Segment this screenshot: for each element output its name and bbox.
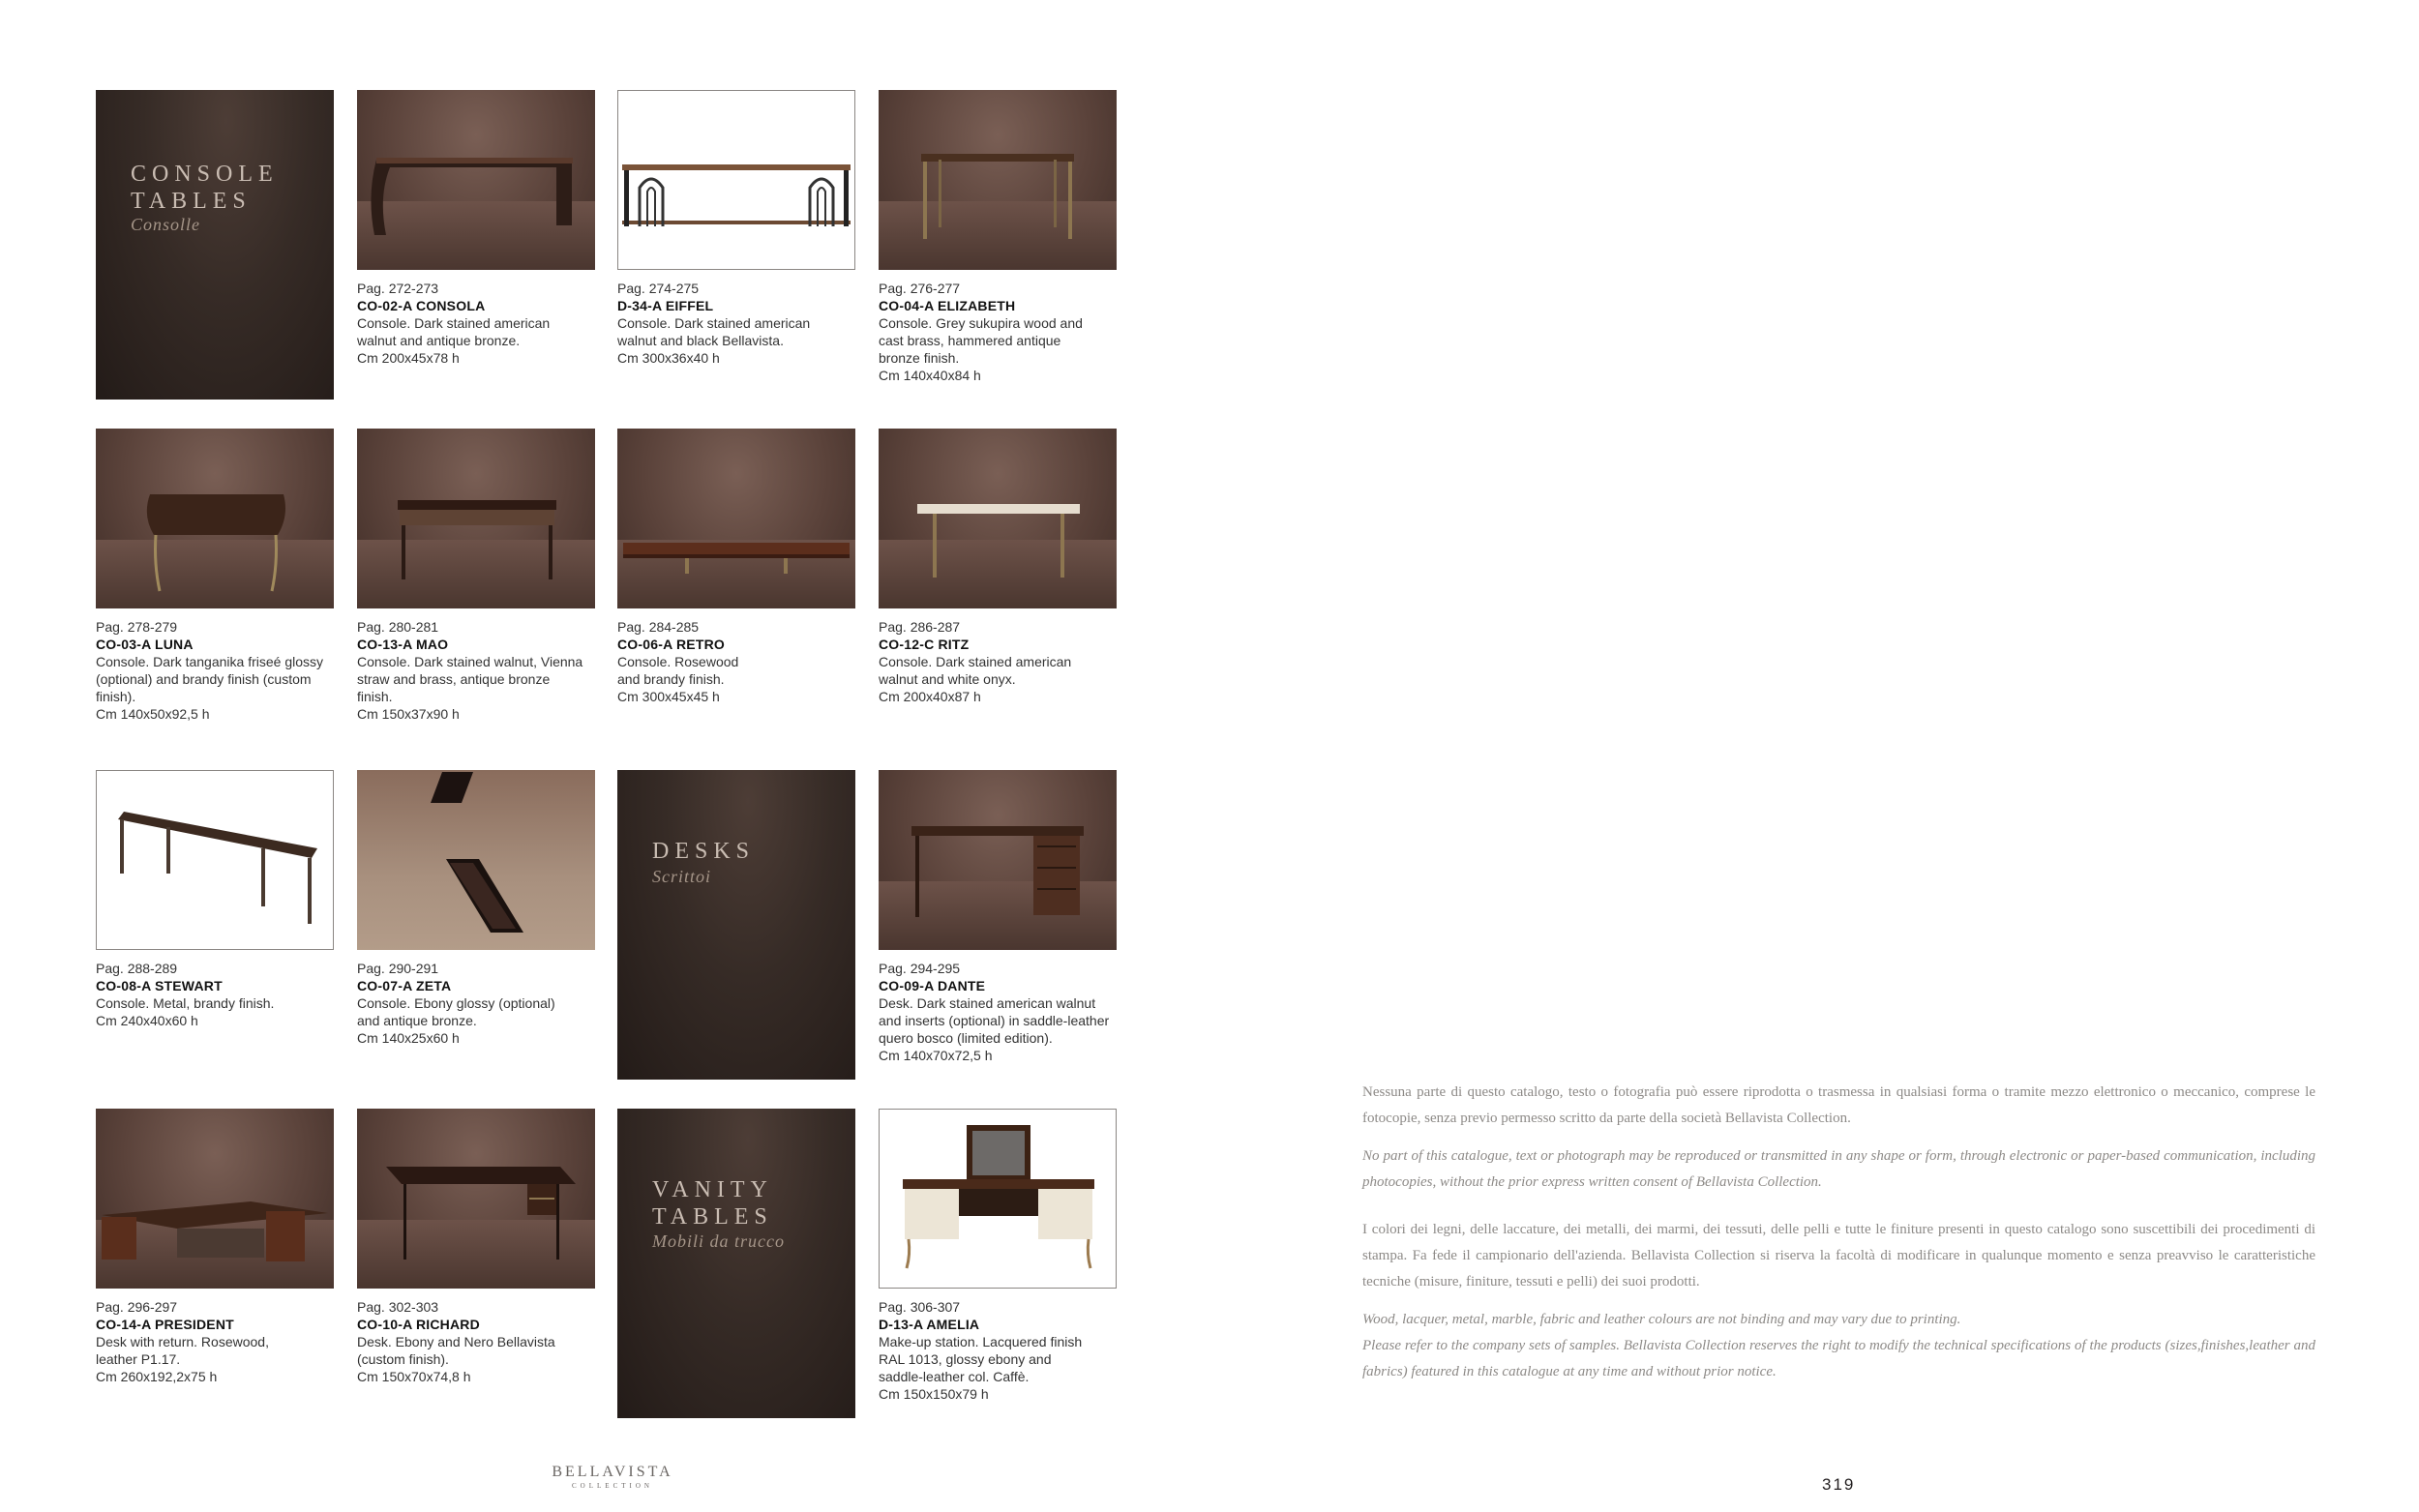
- product-code: CO-14-A PRESIDENT: [96, 1317, 234, 1332]
- product-caption: [357, 960, 595, 1047]
- product-photo: [96, 1109, 334, 1289]
- product-code: D-34-A EIFFEL: [617, 298, 714, 313]
- product-photo: [96, 429, 334, 608]
- console-table-illustration: [97, 771, 333, 949]
- product-description: Desk. Dark stained american walnut and inserts (optional) in saddle-leather quero bosco (limited edition). Cm 140x70x72,5 h: [879, 995, 1110, 1063]
- product-card-eiffel[interactable]: [617, 90, 855, 367]
- product-description: Desk with return. Rosewood, leather P1.17. Cm 260x192,2x75 h: [96, 1334, 269, 1384]
- desk-illustration: [879, 770, 1117, 950]
- page-reference: Pag. 290-291: [357, 961, 439, 976]
- copyright-notice-italian: Nessuna parte di questo catalogo, testo o fotografia può essere riprodotta o trasmessa in qualsiasi forma o tramite mezzo elettronico o meccanico, comprese le fotocopie, senza previo permesso scritto da parte della società Bellavista Collection.: [1362, 1084, 2315, 1126]
- product-description: Console. Grey sukupira wood and cast brass, hammered antique bronze finish. Cm 140x40x84 h: [879, 315, 1083, 383]
- product-code: CO-07-A ZETA: [357, 978, 452, 993]
- section-title: DESKS: [652, 839, 756, 864]
- section-card-vanity-tables: [617, 1109, 855, 1418]
- desk-illustration: [357, 1109, 595, 1289]
- product-caption: [879, 618, 1117, 705]
- product-description: Console. Dark stained american walnut and black Bellavista. Cm 300x36x40 h: [617, 315, 811, 366]
- product-card-president[interactable]: [96, 1109, 334, 1385]
- colors-notice-english: [1362, 1307, 2315, 1385]
- product-card-ritz[interactable]: [879, 429, 1117, 705]
- product-photo: [879, 429, 1117, 608]
- vanity-table-illustration: [880, 1110, 1116, 1288]
- product-photo: [357, 770, 595, 950]
- product-description: Make-up station. Lacquered finish RAL 1013, glossy ebony and saddle-leather col. Caffè. Cm 150x150x79 h: [879, 1334, 1083, 1402]
- product-caption: [357, 280, 595, 367]
- page-reference: Pag. 278-279: [96, 619, 178, 635]
- product-code: CO-09-A DANTE: [879, 978, 986, 993]
- product-description: Console. Metal, brandy finish. Cm 240x40x60 h: [96, 995, 275, 1028]
- product-card-dante[interactable]: [879, 770, 1117, 1064]
- product-card-consola[interactable]: [357, 90, 595, 367]
- section-subtitle: Consolle: [131, 215, 201, 234]
- page-reference: Pag. 294-295: [879, 961, 961, 976]
- product-card-retro[interactable]: [617, 429, 855, 705]
- section-title: VANITY TABLES: [652, 1177, 773, 1230]
- copyright-notice-english: No part of this catalogue, text or photograph may be reproduced or transmitted in any shape or form, through electronic or paper-based communication, including photocopies, without the prior express written consent of Bellavista Collection.: [1362, 1148, 2315, 1190]
- product-description: Console. Dark tanganika friseé glossy (optional) and brandy finish (custom finish). Cm 140x50x92,5 h: [96, 654, 324, 722]
- product-photo: [879, 90, 1117, 270]
- product-photo: [357, 429, 595, 608]
- product-code: CO-08-A STEWART: [96, 978, 223, 993]
- product-description: Desk. Ebony and Nero Bellavista (custom finish). Cm 150x70x74,8 h: [357, 1334, 555, 1384]
- product-photo: [357, 90, 595, 270]
- page-reference: Pag. 272-273: [357, 281, 439, 296]
- page-reference: Pag. 296-297: [96, 1299, 178, 1315]
- product-description: Console. Rosewood and brandy finish. Cm 300x45x45 h: [617, 654, 739, 704]
- product-photo: [617, 429, 855, 608]
- section-card-desks: [617, 770, 855, 1080]
- brand-subtitle: COLLECTION: [572, 1482, 653, 1490]
- colors-notice-italian: I colori dei legni, delle laccature, dei metalli, dei marmi, dei tessuti, delle pelli e tutte le finiture presenti in questo catalogo sono suscettibili dei procedimenti di stampa. Fa fede il campionario dell'azienda. Bellavista Collection si riserva la facoltà di modificare in qualunque momento e senza preavviso le caratteristiche tecniche (misure, finiture, tessuti e pelli) dei suoi prodotti.: [1362, 1222, 2315, 1290]
- product-code: CO-12-C RITZ: [879, 637, 970, 652]
- product-caption: [879, 280, 1117, 384]
- product-caption: [96, 618, 334, 723]
- product-caption: [357, 618, 595, 723]
- product-card-stewart[interactable]: [96, 770, 334, 1029]
- section-card-console-tables: [96, 90, 334, 400]
- product-photo: [879, 1109, 1117, 1289]
- product-code: CO-04-A ELIZABETH: [879, 298, 1016, 313]
- console-table-illustration: [357, 770, 595, 950]
- page-reference: Pag. 280-281: [357, 619, 439, 635]
- page-number: 319: [1822, 1475, 1856, 1494]
- brand-logo: [548, 1464, 677, 1490]
- colors-notice-english-line-2: Please refer to the company sets of samples. Bellavista Collection reserves the right to modify the technical specifications of the products (sizes,finishes,leather and fabrics) featured in this catalogue at any time and without prior notice.: [1362, 1338, 2315, 1379]
- console-table-illustration: [879, 90, 1117, 270]
- brand-name: BELLAVISTA: [552, 1464, 673, 1480]
- product-photo: [96, 770, 334, 950]
- product-card-zeta[interactable]: [357, 770, 595, 1047]
- page-reference: Pag. 284-285: [617, 619, 700, 635]
- product-code: CO-03-A LUNA: [96, 637, 194, 652]
- product-code: CO-10-A RICHARD: [357, 1317, 480, 1332]
- product-caption: [879, 1298, 1117, 1403]
- product-caption: [617, 618, 855, 705]
- product-description: Console. Dark stained american walnut and antique bronze. Cm 200x45x78 h: [357, 315, 551, 366]
- console-table-illustration: [879, 429, 1117, 608]
- product-photo: [357, 1109, 595, 1289]
- page-reference: Pag. 276-277: [879, 281, 961, 296]
- section-subtitle: Mobili da trucco: [652, 1231, 785, 1251]
- product-caption: [96, 1298, 334, 1385]
- product-caption: [879, 960, 1117, 1064]
- console-table-illustration: [618, 91, 854, 269]
- product-card-richard[interactable]: [357, 1109, 595, 1385]
- legal-notice: [1362, 1080, 2315, 1385]
- page-reference: Pag. 274-275: [617, 281, 700, 296]
- page-reference: Pag. 286-287: [879, 619, 961, 635]
- product-photo: [879, 770, 1117, 950]
- product-description: Console. Dark stained walnut, Vienna straw and brass, antique bronze finish. Cm 150x37x90 h: [357, 654, 583, 722]
- product-card-mao[interactable]: [357, 429, 595, 723]
- product-caption: [96, 960, 334, 1029]
- console-table-illustration: [357, 429, 595, 608]
- product-code: CO-06-A RETRO: [617, 637, 725, 652]
- product-photo: [617, 90, 855, 270]
- product-card-luna[interactable]: [96, 429, 334, 723]
- colors-notice-english-line-1: Wood, lacquer, metal, marble, fabric and leather colours are not binding and may vary due to printing.: [1362, 1312, 1961, 1327]
- console-table-illustration: [357, 90, 595, 270]
- product-description: Console. Dark stained american walnut and white onyx. Cm 200x40x87 h: [879, 654, 1072, 704]
- page-reference: Pag. 288-289: [96, 961, 178, 976]
- section-subtitle: Scrittoi: [652, 867, 711, 886]
- page-reference: Pag. 302-303: [357, 1299, 439, 1315]
- product-card-amelia[interactable]: [879, 1109, 1117, 1403]
- product-caption: [357, 1298, 595, 1385]
- product-code: CO-13-A MAO: [357, 637, 449, 652]
- page-reference: Pag. 306-307: [879, 1299, 961, 1315]
- console-table-illustration: [617, 429, 855, 608]
- desk-illustration: [96, 1109, 334, 1289]
- product-card-elizabeth[interactable]: [879, 90, 1117, 384]
- product-caption: [617, 280, 855, 367]
- product-description: Console. Ebony glossy (optional) and antique bronze. Cm 140x25x60 h: [357, 995, 555, 1046]
- console-table-illustration: [96, 429, 334, 608]
- product-code: CO-02-A CONSOLA: [357, 298, 486, 313]
- section-title: CONSOLE TABLES: [131, 162, 279, 214]
- product-code: D-13-A AMELIA: [879, 1317, 980, 1332]
